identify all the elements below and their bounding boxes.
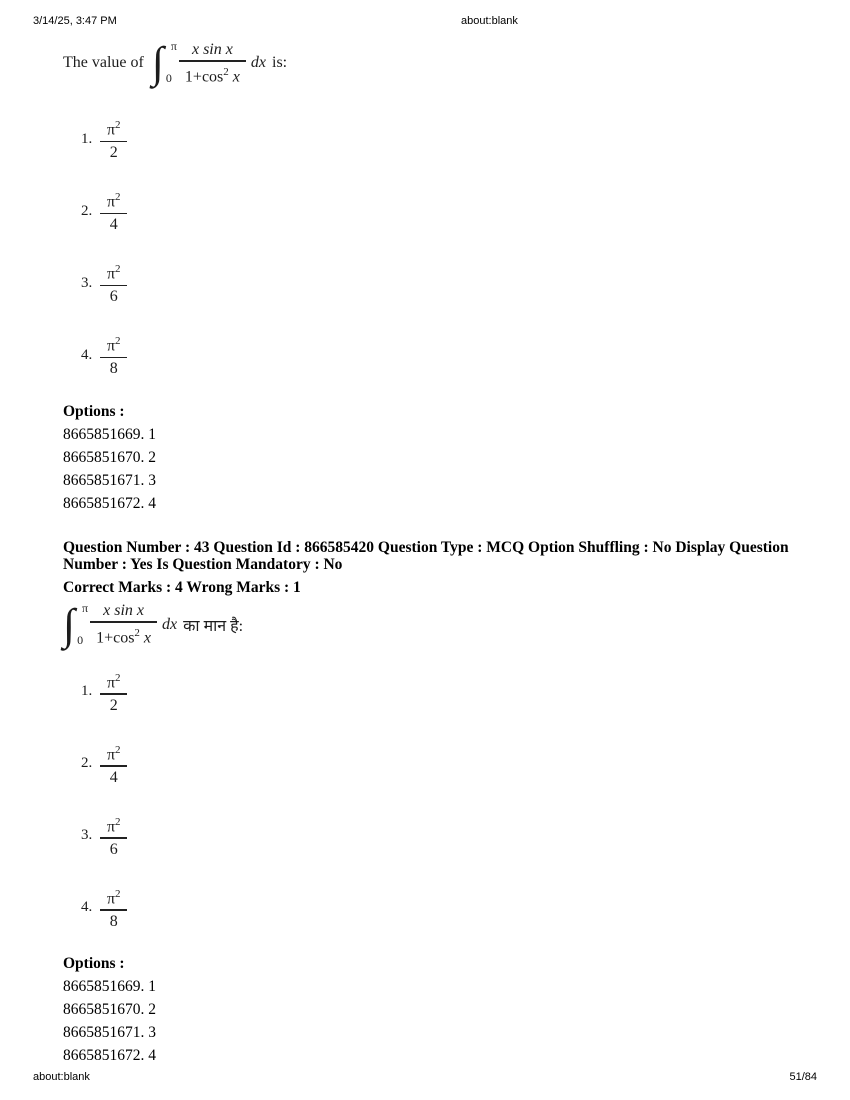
choice-fraction <box>100 188 127 234</box>
choice-numerator: π <box>106 337 116 355</box>
choice-denominator: 8 <box>109 360 118 378</box>
metadata-line-1: Question Number : 43 Question Id : 866585420 Question Type : MCQ Option Shuffling : No Display Question Number : Yes Is Question Mandatory : No <box>63 538 789 574</box>
choice-exponent: 2 <box>115 743 121 756</box>
options-id-block-english <box>63 401 803 515</box>
question-hindi <box>63 601 803 648</box>
integral-lower-limit: 0 <box>77 632 84 647</box>
options-id-block-hindi <box>63 953 803 1067</box>
denominator-variable: x <box>143 629 152 647</box>
options-heading: Options : <box>63 402 125 420</box>
print-footer <box>33 1071 817 1083</box>
choice-1 <box>81 665 803 718</box>
choice-numerator: π <box>106 674 116 692</box>
footer-url: about:blank <box>33 1071 90 1083</box>
choice-exponent: 2 <box>115 335 121 348</box>
choice-numerator: π <box>106 193 116 211</box>
choice-label: 3. <box>81 274 93 291</box>
choice-exponent: 2 <box>115 119 121 132</box>
choice-3 <box>81 809 803 862</box>
choice-4 <box>81 881 803 934</box>
question-english <box>63 40 803 87</box>
question-lead-text: The value of <box>63 54 144 72</box>
choice-fraction <box>100 885 127 931</box>
print-header <box>0 15 850 29</box>
choice-denominator: 8 <box>109 912 118 930</box>
fraction-numerator: x sin x <box>103 602 144 620</box>
choice-label: 4. <box>81 899 93 916</box>
option-id-4: 8665851672. 4 <box>63 1047 156 1065</box>
denominator-exponent: 2 <box>134 626 140 639</box>
answer-choices-hindi <box>63 665 803 934</box>
choice-denominator: 2 <box>109 696 118 714</box>
choice-numerator: π <box>106 818 116 836</box>
option-id-2: 8665851670. 2 <box>63 1001 156 1019</box>
header-page-title: about:blank <box>461 15 518 27</box>
choice-denominator: 6 <box>109 288 118 306</box>
differential-dx: dx <box>162 615 178 633</box>
choice-fraction <box>100 116 127 162</box>
choice-numerator: π <box>106 265 116 283</box>
fraction-denominator <box>179 62 246 87</box>
choice-exponent: 2 <box>115 887 121 900</box>
choice-label: 4. <box>81 346 93 363</box>
metadata-marks-line: Correct Marks : 4 Wrong Marks : 1 <box>63 578 301 596</box>
choice-label: 1. <box>81 130 93 147</box>
choice-numerator: π <box>106 890 116 908</box>
integral-lower-limit: 0 <box>165 71 172 86</box>
option-id-1: 8665851669. 1 <box>63 978 156 996</box>
choice-4 <box>81 329 803 382</box>
denominator-variable: x <box>232 67 240 85</box>
choice-fraction <box>100 669 127 715</box>
choice-3 <box>81 257 803 310</box>
option-id-2: 8665851670. 2 <box>63 448 156 466</box>
choice-numerator: π <box>106 746 116 764</box>
option-id-3: 8665851671. 3 <box>63 1024 156 1042</box>
choice-2 <box>81 185 803 238</box>
fraction-denominator <box>90 623 157 648</box>
choice-denominator: 4 <box>109 216 118 234</box>
integral-sign-group <box>151 38 177 88</box>
choice-fraction <box>100 260 127 306</box>
question-metadata <box>63 539 803 597</box>
choice-exponent: 2 <box>115 191 121 204</box>
choice-label: 2. <box>81 755 93 772</box>
question-trail-text: is: <box>272 54 288 72</box>
denominator-exponent: 2 <box>223 65 229 78</box>
choice-2 <box>81 737 803 790</box>
integral-upper-limit: π <box>82 600 89 615</box>
choice-exponent: 2 <box>115 263 121 276</box>
answer-choices-english <box>63 113 803 382</box>
option-id-1: 8665851669. 1 <box>63 425 156 443</box>
integral-icon: ∫ <box>63 599 76 649</box>
page-content <box>63 40 803 1067</box>
choice-fraction <box>100 741 127 787</box>
header-datetime: 3/14/25, 3:47 PM <box>33 15 117 27</box>
option-id-4: 8665851672. 4 <box>63 494 156 512</box>
denominator-prefix: 1+cos <box>96 629 135 647</box>
choice-fraction <box>100 332 127 378</box>
integrand-fraction <box>90 601 157 648</box>
choice-label: 2. <box>81 202 93 219</box>
question-trail-text-hindi: का मान है: <box>183 617 244 635</box>
choice-exponent: 2 <box>115 671 121 684</box>
integrand-fraction <box>179 40 246 87</box>
denominator-prefix: 1+cos <box>184 67 224 85</box>
choice-1 <box>81 113 803 166</box>
integral-icon: ∫ <box>151 38 164 88</box>
choice-denominator: 4 <box>109 768 118 786</box>
choice-denominator: 2 <box>109 144 118 162</box>
choice-exponent: 2 <box>115 815 121 828</box>
footer-page-number: 51/84 <box>789 1071 817 1083</box>
choice-label: 3. <box>81 827 93 844</box>
choice-fraction <box>100 813 127 859</box>
options-heading: Options : <box>63 955 125 973</box>
choice-denominator: 6 <box>109 840 118 858</box>
choice-numerator: π <box>106 121 116 139</box>
option-id-3: 8665851671. 3 <box>63 471 156 489</box>
integral-sign-group <box>63 599 89 649</box>
choice-label: 1. <box>81 683 93 700</box>
fraction-numerator: x sin x <box>191 41 233 58</box>
integral-upper-limit: π <box>170 39 177 54</box>
differential-dx: dx <box>250 54 266 72</box>
